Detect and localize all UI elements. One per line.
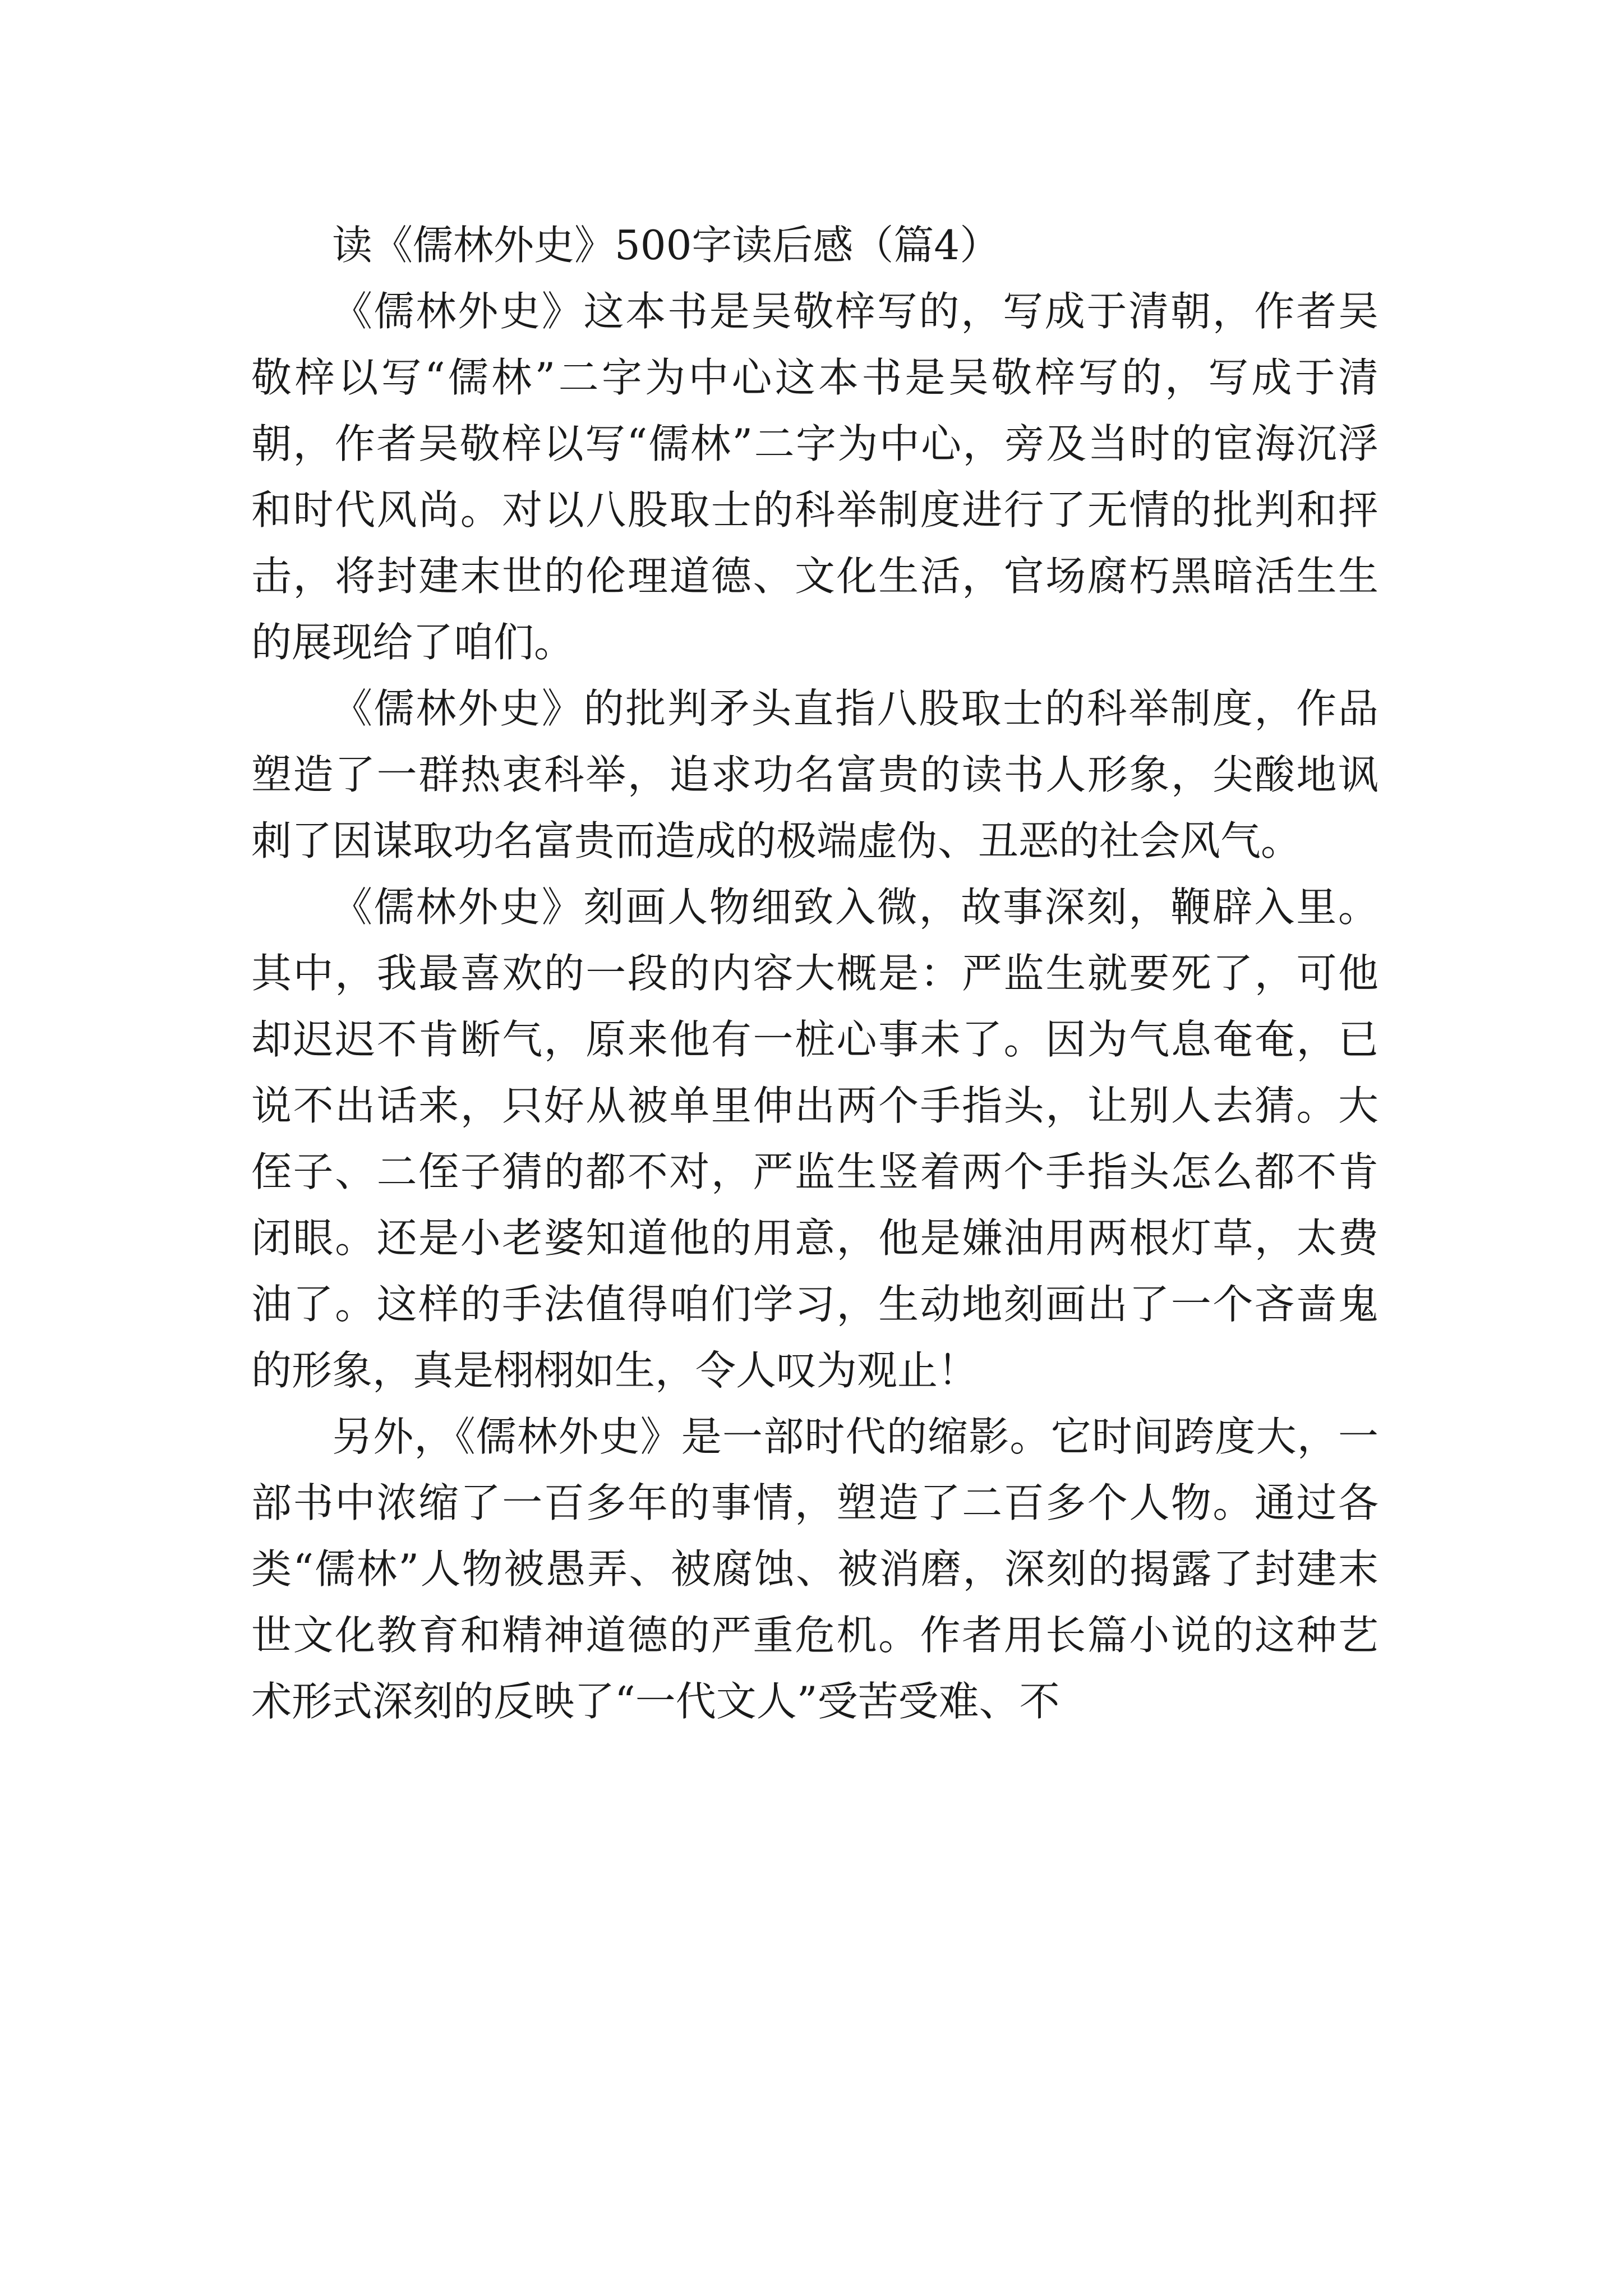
- document-body: [251, 212, 1378, 1734]
- paragraph-2: 《儒林外史》的批判矛头直指八股取士的科举制度，作品塑造了一群热衷科举，追求功名富贵的读书人形象，尖酸地讽刺了因谋取功名富贵而造成的极端虚伪、丑恶的社会风气。: [251, 685, 1378, 864]
- paragraph-3: 《儒林外史》刻画人物细致入微，故事深刻，鞭辟入里。其中，我最喜欢的一段的内容大概是：严监生就要死了，可他却迟迟不肯断气，原来他有一桩心事未了。因为气息奄奄，已说不出话来，只好从被单里伸出两个手指头，让别人去猜。大侄子、二侄子猜的都不对，严监生竖着两个手指头怎么都不肯闭眼。还是小老婆知道他的用意，他是嫌油用两根灯草，太费油了。这样的手法值得咱们学习，生动地刻画出了一个吝啬鬼的形象，真是栩栩如生，令人叹为观止！: [251, 884, 1378, 1394]
- document-title: 读《儒林外史》500字读后感（篇4）: [332, 222, 1000, 269]
- paragraph-4: 另外，《儒林外史》是一部时代的缩影。它时间跨度大，一部书中浓缩了一百多年的事情，塑造了二百多个人物。通过各类“儒林”人物被愚弄、被腐蚀、被消磨，深刻的揭露了封建末世文化教育和精神道德的严重危机。作者用长篇小说的这种艺术形式深刻的反映了“一代文人”受苦受难、不: [251, 1413, 1378, 1725]
- paragraph-1: 《儒林外史》这本书是吴敬梓写的，写成于清朝，作者吴敬梓以写“儒林”二字为中心这本书是吴敬梓写的，写成于清朝，作者吴敬梓以写“儒林”二字为中心，旁及当时的宦海沉浮和时代风尚。对以八股取士的科举制度进行了无情的批判和抨击，将封建末世的伦理道德、文化生活，官场腐朽黑暗活生生的展现给了咱们。: [251, 288, 1378, 666]
